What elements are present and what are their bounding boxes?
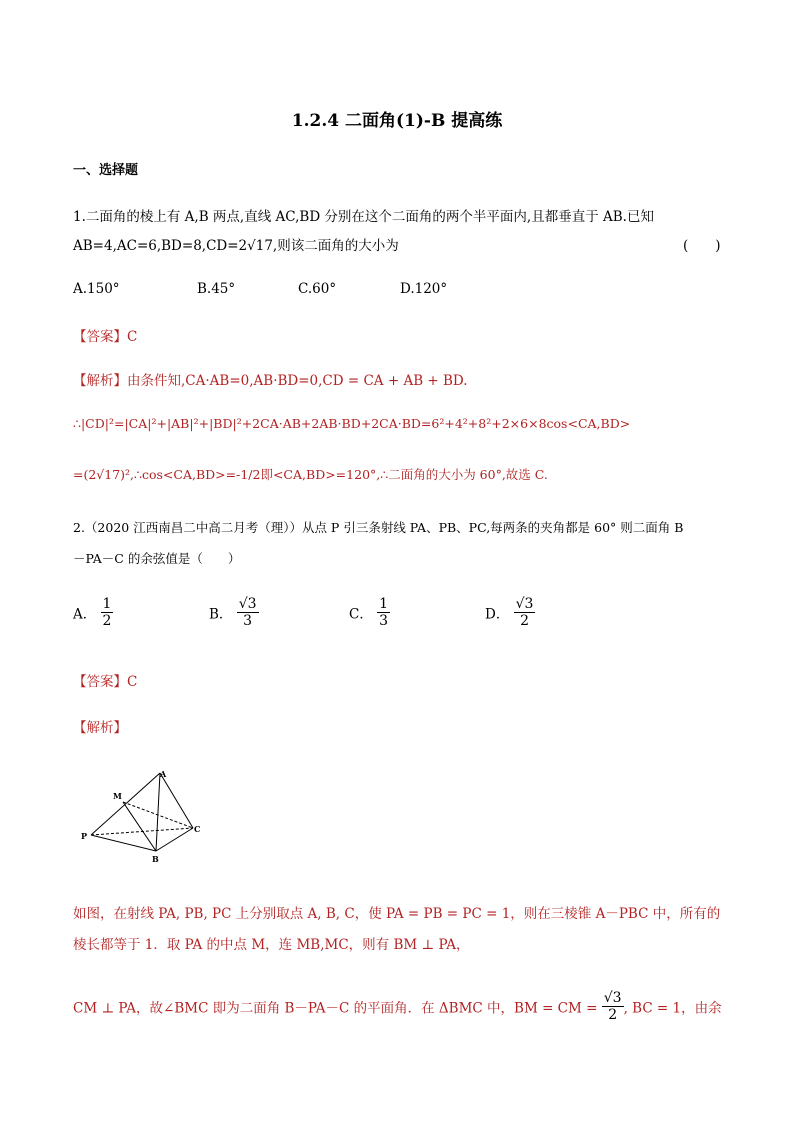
q2-option-a (73, 596, 113, 629)
q2-explanation-line2: 棱长都等于 1．取 PA 的中点 M，连 MB,MC，则有 BM ⊥ PA， (73, 937, 470, 953)
label-b: B (152, 854, 159, 864)
q1-option-b: B.45° (197, 281, 236, 297)
q2-answer: 【答案】C (73, 674, 138, 690)
q1-stem-line1: 1.二面角的棱上有 A,B 两点,直线 AC,BD 分别在这个二面角的两个半平面内,且都垂直于 AB.已知 (73, 209, 654, 225)
q2-option-c-fraction: $\frac{1}{3}$ (379, 596, 389, 629)
q2-option-b-fraction: $\frac{√3}{3}$ (238, 596, 257, 629)
label-p: P (81, 831, 88, 841)
q1-analysis-line1 (73, 369, 468, 389)
q2-stem-line1: 2.（2020 江西南昌二中高二月考（理））从点 P 引三条射线 PA、PB、PC,每两条的夹角都是 60° 则二面角 B (73, 520, 684, 535)
q1-option-a: A.150° (73, 281, 120, 297)
q2-analysis-label: 【解析】 (73, 720, 127, 736)
q2-explanation-line1: 如图，在射线 PA, PB, PC 上分别取点 A, B, C，使 PA = PB = PC = 1，则在三棱锥 A－PBC 中，所有的 (73, 906, 721, 922)
q2-option-a-label: A． (73, 606, 97, 623)
tetrahedron-figure (76, 765, 216, 865)
q2-option-b (209, 596, 259, 629)
q2-explanation-line3 (73, 990, 722, 1023)
q1-stem-line2: AB=4,AC=6,BD=8,CD=2√17,则该二面角的大小为 (73, 238, 399, 254)
q2-explanation-line3-a: CM ⊥ PA，故∠BMC 即为二面角 B－PA－C 的平面角．在 ΔBMC 中，BM = CM = (73, 1000, 598, 1017)
label-m: M (113, 791, 122, 801)
q2-explanation-line3-b: , BC = 1，由余 (623, 1000, 722, 1017)
q1-answer-paren: ( ) (683, 238, 721, 254)
q2-option-a-fraction: $\frac{1}{2}$ (102, 596, 112, 629)
section-heading: 一、选择题 (73, 163, 139, 178)
q1-analysis-text1: 由条件知,CA·AB=0,AB·BD=0,CD = CA + AB + BD. (127, 373, 468, 389)
label-c: C (194, 824, 201, 834)
q1-option-d: D.120° (400, 281, 448, 297)
q2-option-d-fraction: $\frac{√3}{2}$ (515, 596, 534, 629)
q1-analysis-line3: =(2√17)²,∴cos<CA,BD>=-1/2即<CA,BD>=120°,∴二面角的大小为 60°,故选 C. (73, 467, 548, 482)
page-title: 1.2.4 二面角(1)-B 提高练 (291, 111, 503, 131)
q2-stem-line2: －PA－C 的余弦值是（ ） (73, 551, 241, 566)
q1-option-c: C.60° (298, 281, 337, 297)
q2-option-d-label: D． (485, 606, 510, 623)
q1-answer: 【答案】C (73, 329, 138, 345)
q2-option-c-label: C． (349, 606, 373, 623)
q2-option-d (485, 596, 535, 629)
q2-option-b-label: B． (209, 606, 233, 623)
q2-option-c (349, 596, 390, 629)
q1-analysis-line2: ∴|CD|²=|CA|²+|AB|²+|BD|²+2CA·AB+2AB·BD+2CA·BD=6²+4²+8²+2×6×8cos<CA,BD> (73, 416, 631, 431)
q2-explanation-fraction: $\frac{√3}{2}$ (603, 990, 622, 1023)
q1-analysis-label: 【解析】 (73, 373, 127, 389)
label-a: A (160, 769, 167, 779)
